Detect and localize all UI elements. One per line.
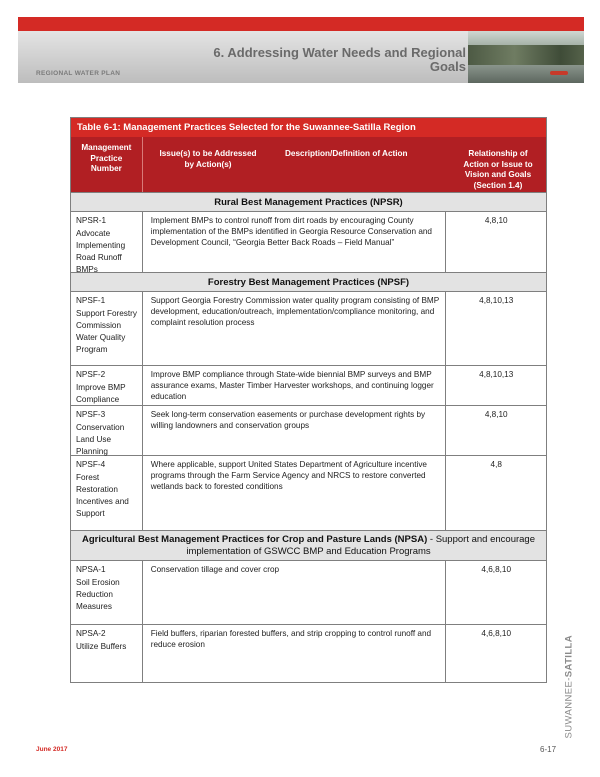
- plan-label: REGIONAL WATER PLAN: [36, 70, 121, 77]
- col-header-mgmt-line3: Number: [90, 164, 122, 173]
- practice-cell: [71, 212, 143, 272]
- region-side-part2: SATILLA: [563, 634, 575, 678]
- col-header-description: Description/Definition of Action: [285, 149, 408, 158]
- col-header-issue-line2: by Action(s): [184, 159, 232, 169]
- management-practices-table: [70, 117, 547, 683]
- relationship-cell: 4,8,10,13: [479, 296, 514, 305]
- footer-date: June 2017: [36, 746, 68, 753]
- practice-code: NPSA-2: [76, 629, 106, 638]
- section-npsa: [71, 530, 546, 560]
- practice-cell: [71, 561, 143, 624]
- col-header-issue-line1: Issue(s) to be Addressed: [159, 149, 257, 158]
- col-header-rel-line2: Action or Issue to: [463, 159, 533, 169]
- header-photo: [468, 31, 584, 83]
- description-cell: Field buffers, riparian forested buffers, and strip cropping to control runoff and reduce erosion: [143, 625, 447, 682]
- practice-name: Conservation Land Use Planning: [76, 423, 125, 456]
- relationship-cell: 4,6,8,10: [481, 565, 512, 574]
- practice-cell: [71, 625, 143, 682]
- table-row: [71, 624, 546, 682]
- section-title-line1: 6. Addressing Water Needs and Regional: [213, 45, 466, 60]
- col-header-management: [71, 137, 143, 192]
- description-cell: Improve BMP compliance through State-wide biennial BMP surveys and BMP assurance exams, Master Timber Harvester workshops, and continuing logger education: [143, 366, 447, 405]
- description-cell: Conservation tillage and cover crop: [143, 561, 447, 624]
- section-title-line2: Goals: [429, 59, 466, 74]
- table-row: [71, 455, 546, 530]
- table-row: [71, 365, 546, 405]
- region-side-part1: SUWANNEE-: [563, 677, 575, 739]
- section-npsr: Rural Best Management Practices (NPSR): [71, 192, 546, 211]
- page-number: 6-17: [540, 745, 557, 754]
- region-side-text: [564, 629, 575, 739]
- practice-code: NPSA-1: [76, 565, 106, 574]
- practice-cell: [71, 406, 143, 455]
- region-side-label: [562, 630, 576, 740]
- practice-name: Improve BMP Compliance: [76, 383, 126, 404]
- practice-code: NPSF-1: [76, 296, 106, 305]
- practice-name: Advocate Implementing Road Runoff BMPs: [76, 229, 126, 274]
- section-npsf: Forestry Best Management Practices (NPSF): [71, 272, 546, 291]
- relationship-cell: 4,8: [490, 460, 502, 469]
- col-header-mgmt-line2: Practice: [90, 153, 123, 163]
- table-row: [71, 291, 546, 365]
- practice-code: NPSR-1: [76, 216, 107, 225]
- photo-trees: [468, 45, 584, 65]
- col-header-rel-line1: Relationship of: [468, 149, 528, 158]
- section-title: [176, 46, 466, 74]
- table-row: [71, 405, 546, 455]
- table-row: [71, 211, 546, 272]
- description-cell: Where applicable, support United States Department of Agriculture incentive programs through the Farm Service Agency and NRCS to restore converted wetlands back to forested conditions: [143, 456, 447, 530]
- practice-cell: [71, 292, 143, 365]
- practice-name: Support Forestry Commission Water Quality Program: [76, 309, 137, 354]
- col-header-relationship: [449, 143, 547, 191]
- table-header: [71, 137, 546, 192]
- description-cell: Seek long-term conservation easements or purchase development rights by willing landowners and conservation groups: [143, 406, 447, 455]
- table-row: [71, 560, 546, 624]
- relationship-cell: 4,8,10: [484, 410, 508, 419]
- photo-canoe: [550, 71, 568, 75]
- table-title: Table 6-1: Management Practices Selected for the Suwannee-Satilla Region: [71, 118, 546, 137]
- section-npsa-note: - Support and encourage implementation of GSWCC BMP and Education Programs: [186, 534, 535, 557]
- description-cell: Support Georgia Forestry Commission water quality program consisting of BMP development, education/outreach, implementation/compliance monitoring, and complaint resolution process: [143, 292, 447, 365]
- description-cell: Implement BMPs to control runoff from dirt roads by encouraging County implementation of the BMPs identified in Georgia Resource Conservation and Development Council, “Georgia Better Back Roads – Field Manual”: [143, 212, 447, 272]
- col-header-rel-line4: (Section 1.4): [473, 180, 523, 190]
- header-accent-bar: [18, 17, 584, 31]
- practice-code: NPSF-4: [76, 460, 106, 469]
- relationship-cell: 4,6,8,10: [481, 629, 512, 638]
- section-npsa-title: Agricultural Best Management Practices for Crop and Pasture Lands (NPSA): [82, 534, 428, 545]
- relationship-cell: 4,8,10: [484, 216, 508, 225]
- practice-name: Soil Erosion Reduction Measures: [76, 578, 120, 611]
- practice-cell: [71, 456, 143, 530]
- col-header-issue: [149, 143, 267, 170]
- practice-code: NPSF-2: [76, 370, 106, 379]
- col-header-rel-line3: Vision and Goals: [464, 170, 532, 179]
- relationship-cell: 4,8,10,13: [479, 370, 514, 379]
- practice-code: NPSF-3: [76, 410, 106, 419]
- practice-name: Forest Restoration Incentives and Support: [76, 473, 129, 518]
- practice-name: Utilize Buffers: [76, 642, 127, 651]
- practice-cell: [71, 366, 143, 405]
- col-header-mgmt-line1: Management: [81, 143, 132, 152]
